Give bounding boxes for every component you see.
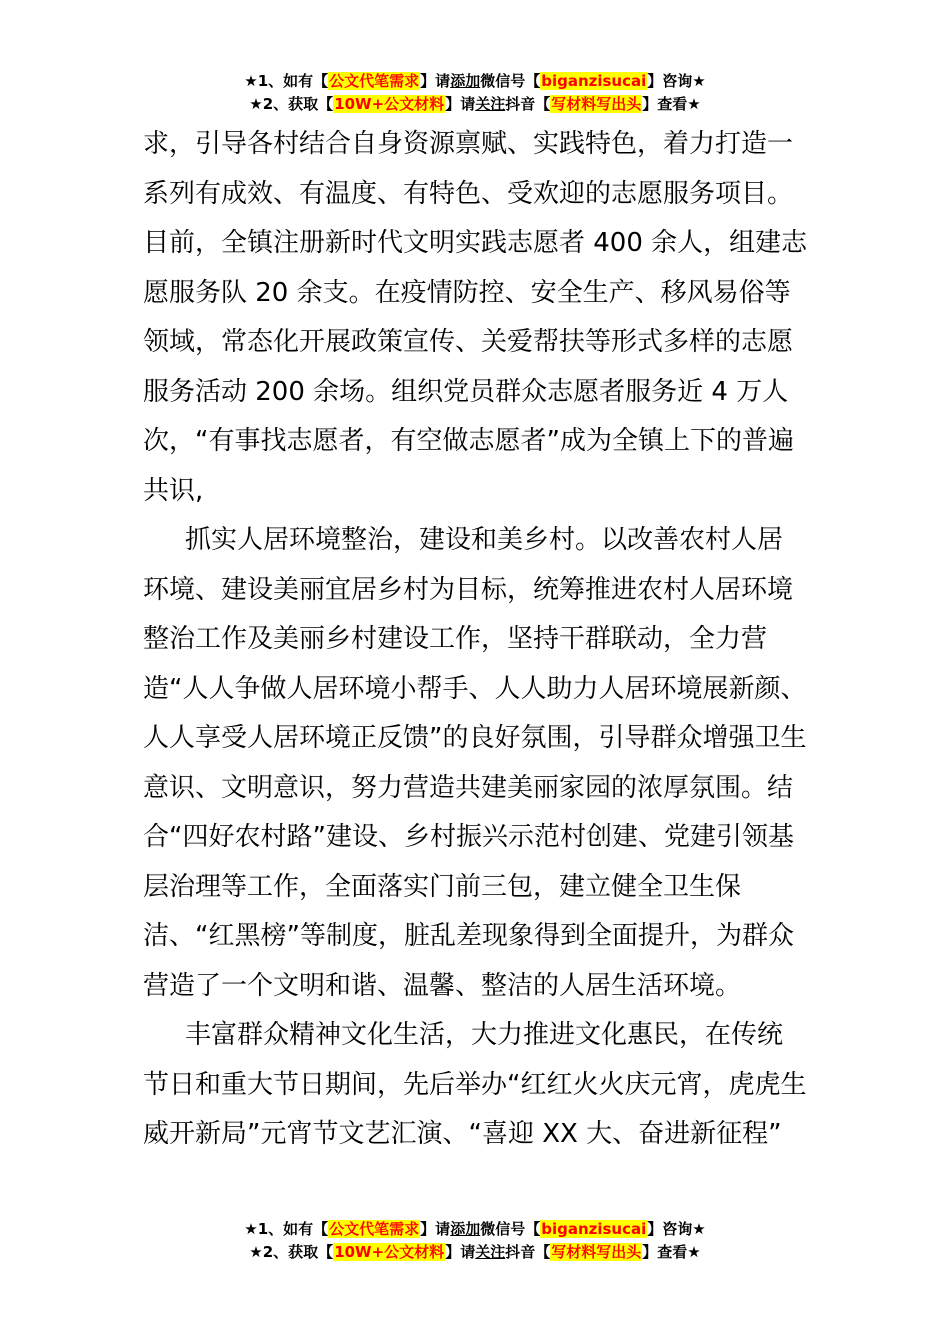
highlight-service: 公文代笔需求 [329,72,420,90]
highlight-service: 公文代笔需求 [329,1220,420,1238]
banner-text: 】咨询★ [647,72,706,90]
highlight-materials: 10W+公文材料 [334,1243,445,1261]
banner-text: 抖音【 [505,95,551,113]
banner-text: 关注 [475,1243,506,1261]
banner-text: 】查看★ [642,95,701,113]
document-body [143,120,808,1160]
banner-line-1 [0,70,950,93]
highlight-wechat-id: biganzisucai [541,1220,647,1238]
banner-text: 】请 [420,72,451,90]
banner-text: 】请 [420,1220,451,1238]
banner-line-2 [0,93,950,116]
banner-text: ★2、获取【 [249,95,334,113]
banner-text: 抖音【 [505,1243,551,1261]
banner-text: 添加 [450,72,481,90]
banner-text: 】咨询★ [647,1220,706,1238]
highlight-douyin: 写材料写出头 [551,1243,642,1261]
banner-text: 】查看★ [642,1243,701,1261]
paragraph-volunteer: 求，引导各村结合自身资源禀赋、实践特色，着力打造一系列有成效、有温度、有特色、受欢迎的志愿服务项目。目前，全镇注册新时代文明实践志愿者 400 余人，组建志愿服务队 20 余支。在疫情防控、安全生产、移风易俗等领域，常态化开展政策宣传、关爱帮扶等形式多样的志愿服务活动 200 余场。组织党员群众志愿者服务近 4 万人次，“有事找志愿者，有空做志愿者”成为全镇上下的普遍共识, [143,129,808,506]
highlight-wechat-id: biganzisucai [541,72,647,90]
footer-banner [0,1218,950,1264]
highlight-materials: 10W+公文材料 [334,95,445,113]
banner-text: 微信号【 [480,72,541,90]
banner-text: 微信号【 [480,1220,541,1238]
paragraph-culture: 丰富群众精神文化生活，大力推进文化惠民，在传统节日和重大节日期间，先后举办“红红火火庆元宵，虎虎生威开新局”元宵节文艺汇演、“喜迎 XX 大、奋进新征程” [143,1020,807,1149]
header-banner [0,70,950,116]
banner-text: 】请 [445,95,476,113]
banner-text: 添加 [450,1220,481,1238]
banner-text: 关注 [475,95,506,113]
highlight-douyin: 写材料写出头 [551,95,642,113]
banner-text: 】请 [445,1243,476,1261]
paragraph-environment: 抓实人居环境整治，建设和美乡村。以改善农村人居环境、建设美丽宜居乡村为目标，统筹推进农村人居环境整治工作及美丽乡村建设工作，坚持干群联动，全力营造“人人争做人居环境小帮手、人人助力人居环境展新颜、人人享受人居环境正反馈”的良好氛围，引导群众增强卫生意识、文明意识，努力营造共建美丽家园的浓厚氛围。结合“四好农村路”建设、乡村振兴示范村创建、党建引领基层治理等工作，全面落实门前三包，建立健全卫生保洁、“红黑榜”等制度，脏乱差现象得到全面提升，为群众营造了一个文明和谐、温馨、整洁的人居生活环境。 [143,525,807,1001]
banner-text: ★1、如有【 [244,1220,329,1238]
banner-text: ★2、获取【 [249,1243,334,1261]
banner-line-2 [0,1241,950,1264]
banner-text: ★1、如有【 [244,72,329,90]
banner-line-1 [0,1218,950,1241]
